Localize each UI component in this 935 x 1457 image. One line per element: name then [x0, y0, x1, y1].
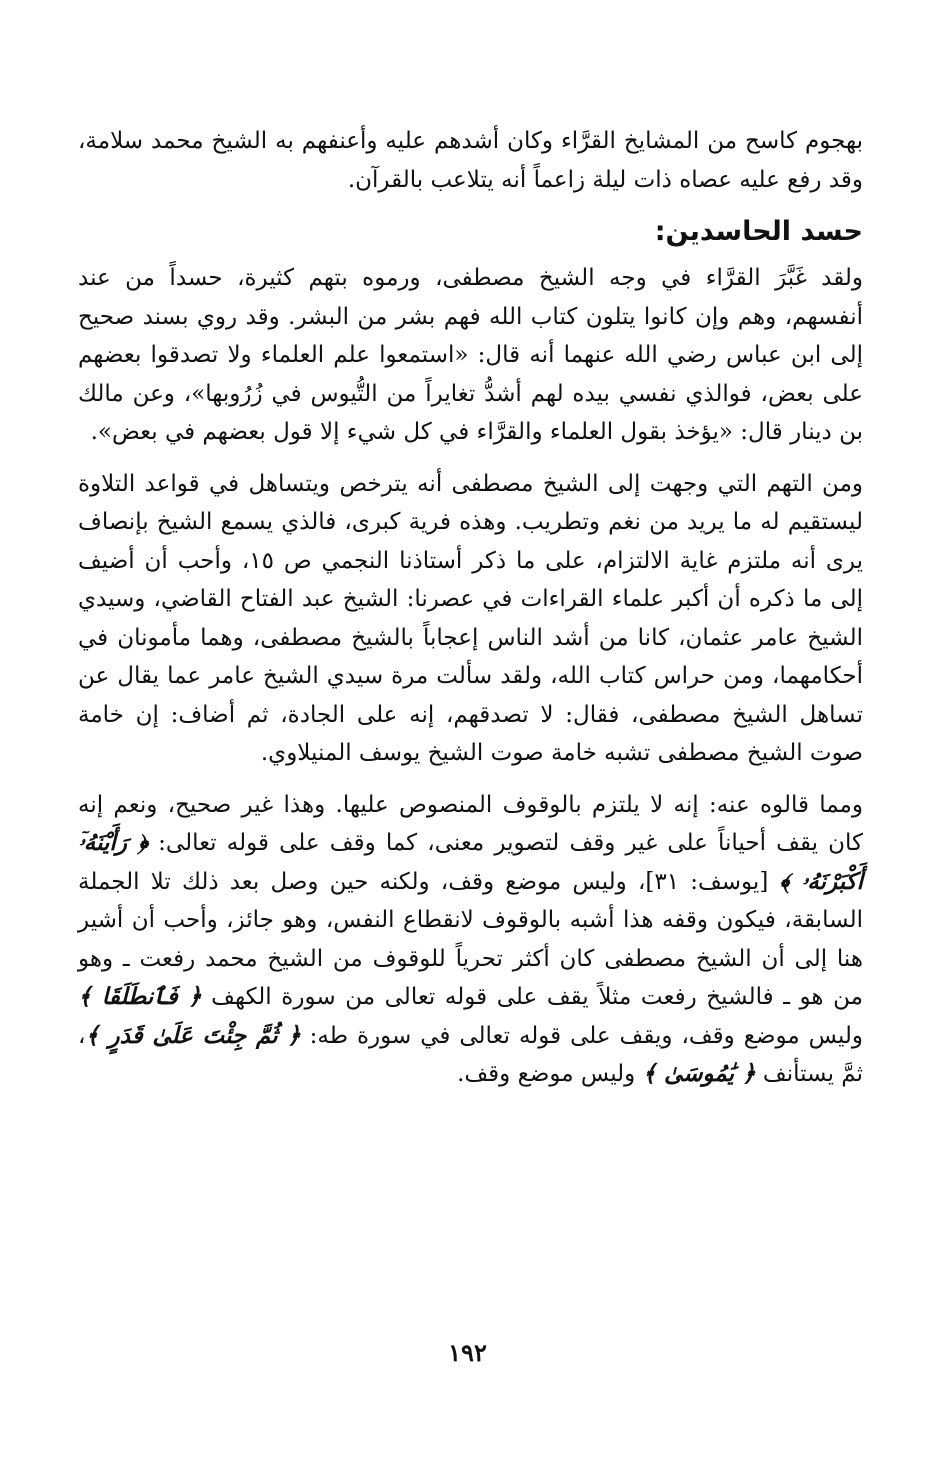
- paragraph-stops: [78, 786, 863, 1094]
- quran-verse: ﴿ فَٱنطَلَقَا ﴾: [78, 983, 202, 1010]
- page-number: ١٩٢: [448, 1338, 487, 1367]
- paragraph-envy: ولقد غَبَّرَ القرَّاء في وجه الشيخ مصطفى، ورموه بتهم كثيرة، حسداً من عند أنفسهم، وهم وإن كانوا يتلون كتاب الله فهم بشر من البشر. وقد روي بسند صحيح إلى ابن عباس رضي الله عنهما أنه قال: «استمعوا علم العلماء ولا تصدقوا بعضهم على بعض، فوالذي نفسي بيده لهم أشدُّ تغايراً من التُّيوس في زُرُوبها»، وعن مالك بن دينار قال: «يؤخذ بقول العلماء والقرَّاء في كل شيء إلا قول بعضهم في بعض».: [78, 265, 863, 445]
- section-heading: حسد الحاسدين:: [654, 216, 863, 247]
- paragraph-accusations: ومن التهم التي وجهت إلى الشيخ مصطفى أنه يترخص ويتساهل في قواعد التلاوة ليستقيم له ما يريد من نغم وتطريب. وهذه فرية كبرى، فالذي يسمع الشيخ بإنصاف يرى أنه ملتزم غاية الالتزام، على ما ذكر أستاذنا النجمي ص ١٥، وأحب أن أضيف إلى ما ذكره أن أكبر علماء القراءات في عصرنا: الشيخ عبد الفتاح القاضي، وسيدي الشيخ عامر عثمان، كانا من أشد الناس إعجاباً بالشيخ مصطفى، وهما مأمونان في أحكامهما، ومن حراس كتاب الله، ولقد سألت مرة سيدي الشيخ عامر عما يقال عن تساهل الشيخ مصطفى، فقال: لا تصدقهم، إنه على الجادة، ثم أضاف: إن خامة صوت الشيخ مصطفى تشبه خامة صوت الشيخ يوسف المنيلاوي.: [78, 470, 863, 766]
- text-segment: [يوسف: ٣١]، وليس موضع وقف، ولكنه حين وصل بعد ذلك تلا الجملة السابقة، فيكون وقفه هذا أشبه بالوقوف لانقطاع النفس، وهو جائز، وأحب أن أشير هنا إلى أن الشيخ مصطفى كان أكثر تحرياً للوقوف من الشيخ محمد رفعت ـ وهو من هو ـ فالشيخ رفعت مثلاً يقف على قوله تعالى من سورة الكهف: [78, 868, 864, 1010]
- paragraph-continuation: بهجوم كاسح من المشايخ القرَّاء وكان أشدهم عليه وأعنفهم به الشيخ محمد سلامة، وقد رفع عليه عصاه ذات ليلة زاعماً أنه يتلاعب بالقرآن.: [78, 128, 863, 193]
- text-segment: ، ثمَّ يستأنف: [78, 1022, 863, 1087]
- text-segment: وليس موضع وقف، ويقف على قوله تعالى في سورة طه:: [309, 1022, 864, 1049]
- text-segment: وليس موضع وقف.: [457, 1061, 636, 1087]
- quran-verse: ﴿ رَأَيْنَهُۥٓ أَكْبَرْنَهُۥ ﴾: [78, 829, 863, 895]
- text-segment: ومما قالوه عنه: إنه لا يلتزم بالوقوف المنصوص عليها. وهذا غير صحيح، ونعم إنه كان يقف أحياناً على غير وقف لتصوير معنى، كما وقف على قوله تعالى:: [78, 791, 864, 856]
- quran-verse: ﴿ يَٰمُوسَىٰ ﴾: [642, 1060, 756, 1087]
- body-text: [78, 122, 863, 1094]
- quran-verse: ﴿ ثُمَّ جِئْتَ عَلَىٰ قَدَرٍ ﴾: [85, 1021, 301, 1049]
